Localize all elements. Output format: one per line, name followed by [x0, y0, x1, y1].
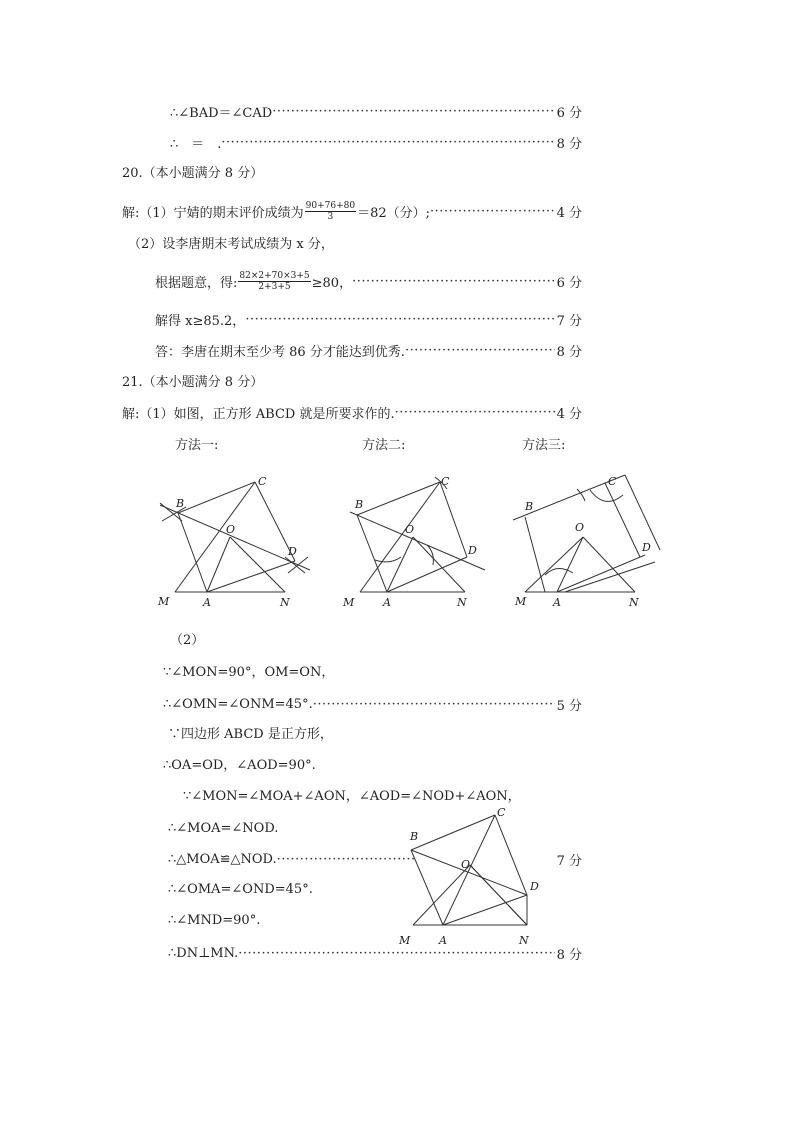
proof-line-10: ∴DN⊥MN. ····· 8 分 — [168, 944, 582, 962]
label-m: M — [515, 595, 527, 608]
line-blank-equal: ∴ ＝ . ····· 8 分 — [170, 133, 582, 151]
label-c: C — [497, 806, 506, 819]
q20-header: 20.（本小题满分 8 分） — [122, 166, 264, 181]
q21-header: 21.（本小题满分 8 分） — [122, 375, 264, 390]
q20-part2: （2）设李唐期末考试成绩为 x 分， — [128, 237, 334, 252]
label-a: A — [553, 596, 561, 609]
method-one-label: 方法一: — [175, 438, 219, 453]
proof-line-8: ∴∠OMA=∠OND=45°. — [168, 882, 313, 897]
proof-line-5: ∵∠MON=∠MOA+∠AON，∠AOD=∠NOD+∠AON， — [183, 789, 521, 804]
label-b: B — [410, 830, 419, 843]
label-d: D — [468, 544, 477, 557]
label-n: N — [519, 934, 529, 947]
method-three-label: 方法三: — [522, 438, 566, 453]
proof-line-7: ∴△MOA≌△NOD. ····· 7 分 — [168, 850, 582, 868]
proof-line-2: ∴∠OMN=∠ONM=45°. ····· 5 分 — [163, 695, 582, 713]
label-o: O — [461, 858, 471, 871]
label-c: C — [608, 475, 617, 488]
fraction: $\frac{82\times 2+70\times 3+5}{2+3+5}$ — [239, 270, 310, 292]
line-bad-cad: ∴∠BAD＝∠CAD ····· 6 分 — [170, 102, 582, 120]
label-a: A — [439, 934, 447, 947]
q20-solve: 解得 x≥85.2， ····· 7 分 — [155, 310, 582, 328]
label-d: D — [530, 880, 539, 893]
label-n: N — [457, 596, 467, 609]
label-n: N — [280, 596, 290, 609]
fraction: $\frac{90+76+80}{3}$ — [305, 200, 356, 222]
label-o: O — [405, 523, 415, 536]
label-b: B — [355, 498, 364, 511]
q21-part1: 解:（1）如图，正方形 ABCD 就是所要求作的. ····· 4 分 — [122, 403, 582, 421]
q20-equation: 根据题意，得: $\frac{82\times 2+70\times 3+5}{2+3+5}$ ≥80， ····· 6 分 — [155, 270, 582, 292]
figure-method-one — [150, 465, 320, 615]
label-o: O — [226, 523, 236, 536]
q20-part1: 解:（1）宁婧的期末评价成绩为 $\frac{90+76+80}{3}$ ＝82（分）; ····· 4 分 — [122, 200, 582, 222]
label-a: A — [203, 596, 211, 609]
part2-label: （2） — [170, 633, 205, 648]
label-n: N — [629, 596, 639, 609]
proof-line-6: ∴∠MOA=∠NOD. — [168, 821, 279, 836]
figure-part-two — [395, 800, 555, 950]
figure-method-three — [505, 465, 675, 615]
figure-method-two — [335, 465, 505, 615]
label-b: B — [525, 500, 534, 513]
label-c: C — [258, 475, 267, 488]
label-m: M — [399, 934, 411, 947]
q20-answer: 答：李唐在期末至少考 86 分才能达到优秀. ····· 8 分 — [155, 341, 582, 359]
label-c: C — [441, 475, 450, 488]
method-two-label: 方法二: — [362, 438, 406, 453]
label-o: O — [575, 521, 585, 534]
label-a: A — [383, 596, 391, 609]
label-m: M — [158, 595, 170, 608]
proof-line-4: ∴OA=OD，∠AOD=90°. — [163, 758, 316, 773]
label-b: B — [176, 497, 185, 510]
label-d: D — [642, 541, 651, 554]
label-m: M — [343, 596, 355, 609]
proof-line-3: ∵四边形 ABCD 是正方形， — [168, 727, 333, 742]
proof-line-9: ∴∠MND=90°. — [168, 913, 261, 928]
proof-line-1: ∵∠MON=90°，OM=ON， — [163, 665, 335, 680]
label-d: D — [288, 545, 297, 558]
